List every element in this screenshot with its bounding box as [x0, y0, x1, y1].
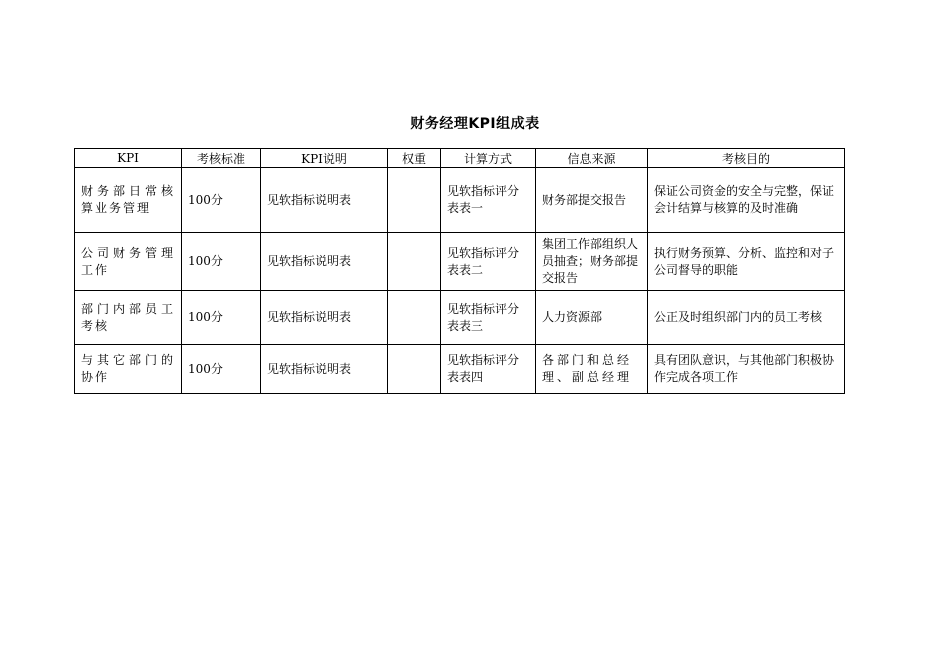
- table-row: [75, 168, 845, 233]
- cell-standard: 100分: [182, 168, 261, 233]
- cell-method: 见软指标评分表表一: [441, 168, 536, 233]
- table-row: [75, 291, 845, 345]
- header-source: 信息来源: [536, 149, 648, 168]
- cell-purpose: 公正及时组织部门内的员工考核: [648, 291, 845, 345]
- table-row: [75, 233, 845, 291]
- header-weight: 权重: [388, 149, 441, 168]
- cell-weight: [388, 168, 441, 233]
- header-description: KPI说明: [261, 149, 388, 168]
- cell-weight: [388, 345, 441, 394]
- cell-description: 见软指标说明表: [261, 233, 388, 291]
- cell-purpose: 保证公司资金的安全与完整，保证会计结算与核算的及时准确: [648, 168, 845, 233]
- cell-kpi: 财务部日常核算业务管理: [75, 168, 182, 233]
- table-header-row: [75, 149, 845, 168]
- cell-source: 各部门和总经理、副总经理: [536, 345, 648, 394]
- cell-method: 见软指标评分表表四: [441, 345, 536, 394]
- cell-description: 见软指标说明表: [261, 345, 388, 394]
- header-standard: 考核标准: [182, 149, 261, 168]
- table-row: [75, 345, 845, 394]
- cell-kpi: 公司财务管理工作: [75, 233, 182, 291]
- cell-description: 见软指标说明表: [261, 168, 388, 233]
- cell-standard: 100分: [182, 291, 261, 345]
- cell-purpose: 具有团队意识，与其他部门积极协作完成各项工作: [648, 345, 845, 394]
- document-title: 财务经理KPI组成表: [410, 116, 540, 132]
- header-purpose: 考核目的: [648, 149, 845, 168]
- cell-standard: 100分: [182, 233, 261, 291]
- cell-weight: [388, 233, 441, 291]
- cell-method: 见软指标评分表表三: [441, 291, 536, 345]
- cell-source: 人力资源部: [536, 291, 648, 345]
- cell-weight: [388, 291, 441, 345]
- cell-purpose: 执行财务预算、分析、监控和对子公司督导的职能: [648, 233, 845, 291]
- header-method: 计算方式: [441, 149, 536, 168]
- cell-source: 财务部提交报告: [536, 168, 648, 233]
- cell-kpi: 部门内部员工考核: [75, 291, 182, 345]
- cell-kpi: 与其它部门的协作: [75, 345, 182, 394]
- cell-standard: 100分: [182, 345, 261, 394]
- cell-source: 集团工作部组织人员抽查；财务部提交报告: [536, 233, 648, 291]
- cell-method: 见软指标评分表表二: [441, 233, 536, 291]
- cell-description: 见软指标说明表: [261, 291, 388, 345]
- header-kpi: KPI: [75, 149, 182, 168]
- kpi-table: [74, 148, 845, 394]
